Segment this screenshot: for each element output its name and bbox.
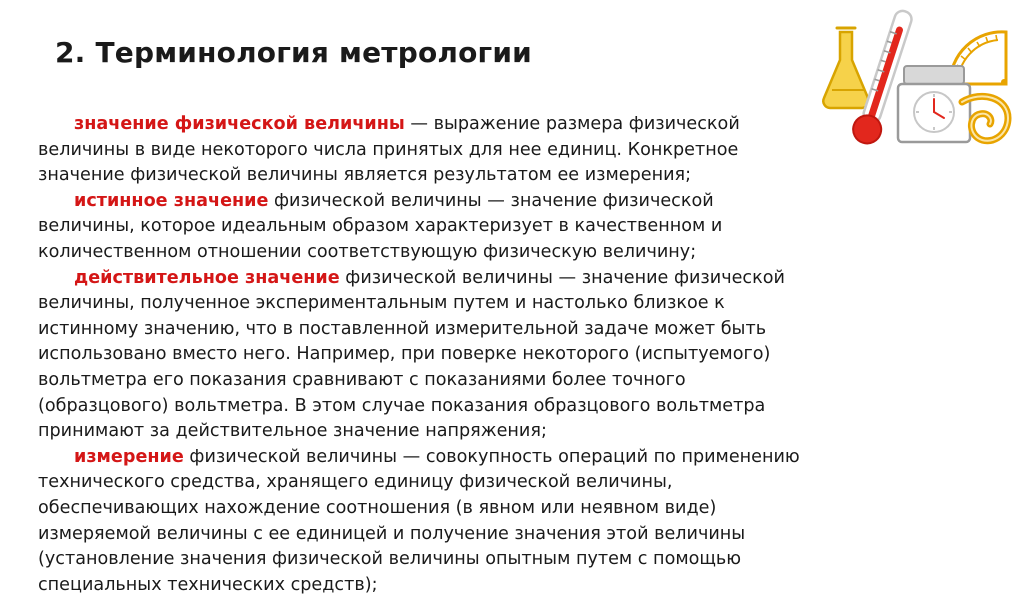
term-definition: физической величины — значение физической величины, полученное экспериментальным путем и настолько близкое к истинному значению, что в поставленной измерительной задаче может быть использовано вместо него. Например, при поверке некоторого (испытуемого) вольтметра его показания сравнивают с показаниями более точного (образцового) вольтметра. В этом случае показания образцового вольтметра принимают за действительное значение напряжения; — [38, 267, 785, 442]
flask-icon — [823, 28, 868, 108]
term-label: действительное значение — [74, 267, 340, 288]
definition-paragraph — [38, 189, 808, 266]
term-label: истинное значение — [74, 190, 269, 211]
measuring-instruments-illustration — [812, 6, 1018, 176]
term-definition: физической величины — значение физической величины, которое идеальным образом характеризует в качественном и количественном отношении соответствующую физическую величину; — [38, 190, 723, 262]
slide-body — [38, 112, 808, 598]
definition-paragraph — [38, 266, 808, 445]
term-label: измерение — [74, 446, 184, 467]
definition-paragraph — [38, 445, 808, 598]
term-label: значение физической величины — [74, 114, 405, 134]
term-definition: — выражение размера физической величины в виде некоторого числа принятых для нее единиц. Конкретное значение физической величины является результатом ее измерения; — [38, 114, 740, 186]
page-title: 2. Терминология метрологии — [55, 36, 533, 69]
term-definition: физической величины — совокупность операций по применению технического средства, хранящего единицу физической величины, обеспечивающих нахождение соотношения (в явном или неявном виде) измеряемой величины с ее единицей и получение значения этой величины (установление значения физической величины опытным путем с помощью специальных технических средств); — [38, 446, 800, 595]
definition-paragraph — [38, 112, 808, 189]
